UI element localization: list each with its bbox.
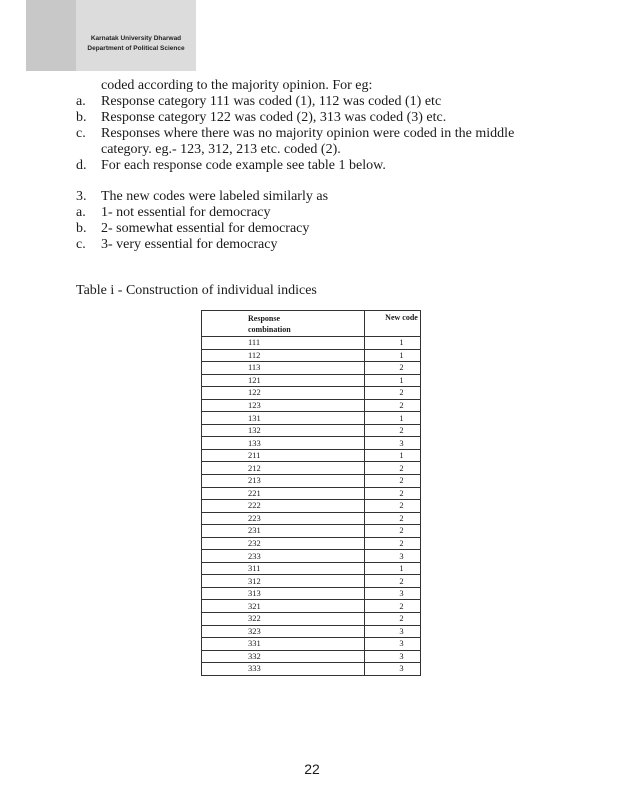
response-combination-cell: 231 (202, 525, 365, 538)
response-combination-cell: 133 (202, 437, 365, 450)
table-row (202, 638, 421, 651)
list-item-text: The new codes were labeled similarly as (101, 189, 329, 204)
new-code-cell: 1 (365, 562, 421, 575)
table-row (202, 550, 421, 563)
table-row (202, 575, 421, 588)
new-code-cell: 3 (365, 625, 421, 638)
list-marker: c. (76, 126, 86, 141)
table-header-row (202, 311, 421, 337)
table-row (202, 525, 421, 538)
page-number: 22 (304, 761, 320, 777)
table-row (202, 349, 421, 362)
new-code-cell: 3 (365, 650, 421, 663)
response-combination-cell: 322 (202, 613, 365, 626)
new-code-cell: 3 (365, 437, 421, 450)
coding-rules-list (76, 94, 546, 174)
list-item-text: category. eg.- 123, 312, 213 etc. coded (2). (101, 142, 341, 157)
body-text (76, 78, 546, 253)
response-combination-cell: 332 (202, 650, 365, 663)
response-combination-cell: 233 (202, 550, 365, 563)
intro-line (76, 78, 546, 94)
list-item-text: Response category 122 was coded (2), 313 was coded (3) etc. (101, 110, 447, 125)
response-combination-cell: 112 (202, 349, 365, 362)
response-combination-cell: 331 (202, 638, 365, 651)
list-item-text: 2- somewhat essential for democracy (101, 221, 310, 236)
table-row (202, 500, 421, 513)
header-strip (26, 0, 76, 71)
new-code-cell: 1 (365, 374, 421, 387)
list-item-text: 3- very essential for democracy (101, 237, 278, 252)
new-code-cell: 2 (365, 487, 421, 500)
new-code-cell: 3 (365, 663, 421, 676)
table-row (202, 337, 421, 350)
response-combination-cell: 212 (202, 462, 365, 475)
list-item (76, 126, 546, 142)
list-marker: a. (76, 205, 86, 220)
table-row (202, 362, 421, 375)
response-combination-cell: 123 (202, 399, 365, 412)
list-item (76, 94, 546, 110)
new-code-cell: 1 (365, 337, 421, 350)
list-item (76, 221, 546, 237)
list-item (76, 158, 546, 174)
new-code-cell: 3 (365, 550, 421, 563)
list-marker: 3. (76, 189, 87, 204)
list-item (76, 189, 546, 205)
table-row (202, 374, 421, 387)
response-combination-cell: 312 (202, 575, 365, 588)
table-row (202, 625, 421, 638)
new-code-cell: 2 (365, 462, 421, 475)
response-combination-cell: 211 (202, 449, 365, 462)
response-combination-cell: 232 (202, 537, 365, 550)
column-header-new-code: New code (365, 311, 421, 337)
list-item-text: For each response code example see table 1 below. (101, 158, 386, 173)
table-row (202, 562, 421, 575)
table-caption: Table i - Construction of individual indices (76, 283, 317, 298)
list-item-text: Response category 111 was coded (1), 112 was coded (1) etc (101, 94, 442, 109)
table-row (202, 399, 421, 412)
response-combination-cell: 323 (202, 625, 365, 638)
list-marker: d. (76, 158, 87, 173)
list-item (76, 237, 546, 253)
column-header-response: Response combination (202, 311, 365, 337)
table-row (202, 587, 421, 600)
response-combination-cell: 213 (202, 475, 365, 488)
table-row (202, 424, 421, 437)
intro-text: coded according to the majority opinion. For eg: (101, 78, 373, 93)
response-combination-cell: 311 (202, 562, 365, 575)
new-code-cell: 2 (365, 387, 421, 400)
list-item (76, 205, 546, 221)
response-combination-cell: 221 (202, 487, 365, 500)
new-code-cell: 2 (365, 475, 421, 488)
university-name: Karnatak University Dharwad (90, 35, 182, 42)
table-row (202, 512, 421, 525)
table-row (202, 663, 421, 676)
table-row (202, 613, 421, 626)
new-code-cell: 1 (365, 412, 421, 425)
response-combination-cell: 121 (202, 374, 365, 387)
response-combination-cell: 111 (202, 337, 365, 350)
codes-table (201, 310, 421, 676)
response-combination-cell: 321 (202, 600, 365, 613)
response-combination-cell: 113 (202, 362, 365, 375)
table-row (202, 537, 421, 550)
list-item (76, 110, 546, 126)
new-code-cell: 3 (365, 638, 421, 651)
list-marker: c. (76, 237, 86, 252)
table-row (202, 475, 421, 488)
page-header (76, 34, 196, 54)
new-code-cell: 2 (365, 512, 421, 525)
new-code-cell: 2 (365, 362, 421, 375)
response-combination-cell: 333 (202, 663, 365, 676)
new-code-cell: 2 (365, 525, 421, 538)
table-row (202, 387, 421, 400)
response-combination-cell: 132 (202, 424, 365, 437)
response-combination-cell: 223 (202, 512, 365, 525)
table-row (202, 437, 421, 450)
table-row (202, 650, 421, 663)
table-row (202, 487, 421, 500)
new-code-cell: 2 (365, 613, 421, 626)
new-code-cell: 2 (365, 424, 421, 437)
new-codes-list (76, 189, 546, 253)
response-combination-cell: 131 (202, 412, 365, 425)
new-code-cell: 2 (365, 500, 421, 513)
table-row (202, 600, 421, 613)
new-code-cell: 1 (365, 449, 421, 462)
new-code-cell: 3 (365, 587, 421, 600)
response-combination-cell: 313 (202, 587, 365, 600)
table-row (202, 462, 421, 475)
list-marker: a. (76, 94, 86, 109)
new-code-cell: 2 (365, 575, 421, 588)
new-code-cell: 2 (365, 399, 421, 412)
table-row (202, 449, 421, 462)
list-marker: b. (76, 221, 87, 236)
new-code-cell: 2 (365, 600, 421, 613)
list-marker: b. (76, 110, 87, 125)
new-code-cell: 2 (365, 537, 421, 550)
list-item (76, 142, 546, 158)
list-item-text: Responses where there was no majority opinion were coded in the middle (101, 126, 515, 141)
response-combination-cell: 122 (202, 387, 365, 400)
new-code-cell: 1 (365, 349, 421, 362)
department-name: Department of Political Science (87, 45, 185, 52)
table-row (202, 412, 421, 425)
list-item-text: 1- not essential for democracy (101, 205, 271, 220)
response-combination-cell: 222 (202, 500, 365, 513)
